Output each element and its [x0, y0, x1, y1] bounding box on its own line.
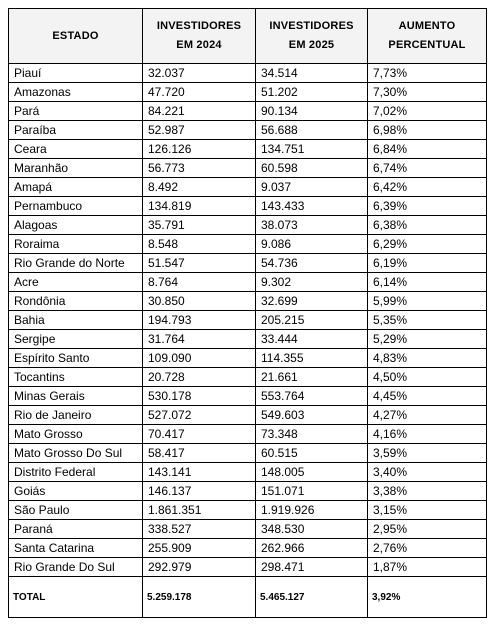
table-row	[9, 425, 487, 444]
cell-investors-2025: 34.514	[256, 64, 368, 83]
table-row	[9, 64, 487, 83]
cell-state: Paraná	[9, 520, 143, 539]
table-row	[9, 368, 487, 387]
cell-investors-2025: 33.444	[256, 330, 368, 349]
total-cell-percent-increase: 3,92%	[368, 577, 487, 618]
cell-investors-2024: 527.072	[143, 406, 256, 425]
cell-investors-2025: 9.302	[256, 273, 368, 292]
cell-investors-2025: 1.919.926	[256, 501, 368, 520]
column-header-investors-2024	[143, 9, 256, 64]
cell-investors-2024: 338.527	[143, 520, 256, 539]
column-header-line: EM 2025	[288, 39, 335, 51]
cell-investors-2025: 205.215	[256, 311, 368, 330]
cell-percent-increase: 6,84%	[368, 140, 487, 159]
cell-percent-increase: 1,87%	[368, 558, 487, 577]
table-row	[9, 83, 487, 102]
cell-percent-increase: 3,59%	[368, 444, 487, 463]
cell-investors-2025: 51.202	[256, 83, 368, 102]
cell-investors-2025: 114.355	[256, 349, 368, 368]
cell-state: Tocantins	[9, 368, 143, 387]
cell-state: Santa Catarina	[9, 539, 143, 558]
cell-state: Sergipe	[9, 330, 143, 349]
table-row	[9, 482, 487, 501]
cell-investors-2024: 32.037	[143, 64, 256, 83]
cell-investors-2024: 58.417	[143, 444, 256, 463]
cell-investors-2024: 1.861.351	[143, 501, 256, 520]
table-row	[9, 387, 487, 406]
cell-investors-2024: 8.548	[143, 235, 256, 254]
column-header-line: AUMENTO	[398, 20, 456, 32]
cell-investors-2025: 9.037	[256, 178, 368, 197]
cell-state: Maranhão	[9, 159, 143, 178]
cell-percent-increase: 6,38%	[368, 216, 487, 235]
column-header-percent-increase	[368, 9, 487, 64]
cell-percent-increase: 4,45%	[368, 387, 487, 406]
cell-state: Paraíba	[9, 121, 143, 140]
cell-state: Rondônia	[9, 292, 143, 311]
total-cell-state: TOTAL	[9, 577, 143, 618]
cell-percent-increase: 7,30%	[368, 83, 487, 102]
cell-state: Amazonas	[9, 83, 143, 102]
total-cell-investors-2025: 5.465.127	[256, 577, 368, 618]
table-row	[9, 216, 487, 235]
cell-state: Acre	[9, 273, 143, 292]
cell-investors-2024: 35.791	[143, 216, 256, 235]
cell-investors-2025: 56.688	[256, 121, 368, 140]
cell-percent-increase: 6,39%	[368, 197, 487, 216]
cell-percent-increase: 6,29%	[368, 235, 487, 254]
total-cell-investors-2024: 5.259.178	[143, 577, 256, 618]
cell-state: Piauí	[9, 64, 143, 83]
cell-investors-2025: 549.603	[256, 406, 368, 425]
cell-percent-increase: 3,40%	[368, 463, 487, 482]
table-row	[9, 463, 487, 482]
cell-state: Alagoas	[9, 216, 143, 235]
table-footer	[9, 577, 487, 618]
cell-state: Mato Grosso Do Sul	[9, 444, 143, 463]
cell-investors-2025: 553.764	[256, 387, 368, 406]
cell-percent-increase: 5,35%	[368, 311, 487, 330]
cell-investors-2025: 54.736	[256, 254, 368, 273]
cell-investors-2024: 51.547	[143, 254, 256, 273]
column-header-line: INVESTIDORES	[156, 20, 242, 32]
cell-percent-increase: 7,73%	[368, 64, 487, 83]
cell-state: Rio Grande Do Sul	[9, 558, 143, 577]
table-row	[9, 178, 487, 197]
cell-investors-2025: 151.071	[256, 482, 368, 501]
cell-state: Rio Grande do Norte	[9, 254, 143, 273]
table-row	[9, 273, 487, 292]
table-row	[9, 292, 487, 311]
cell-investors-2024: 84.221	[143, 102, 256, 121]
cell-percent-increase: 7,02%	[368, 102, 487, 121]
cell-investors-2024: 143.141	[143, 463, 256, 482]
table-row	[9, 539, 487, 558]
cell-investors-2025: 348.530	[256, 520, 368, 539]
cell-percent-increase: 2,95%	[368, 520, 487, 539]
cell-investors-2024: 292.979	[143, 558, 256, 577]
table-row	[9, 501, 487, 520]
cell-state: Pará	[9, 102, 143, 121]
column-header-investors-2025	[256, 9, 368, 64]
cell-investors-2025: 298.471	[256, 558, 368, 577]
cell-state: Bahia	[9, 311, 143, 330]
cell-state: Pernambuco	[9, 197, 143, 216]
cell-percent-increase: 4,27%	[368, 406, 487, 425]
cell-percent-increase: 5,99%	[368, 292, 487, 311]
cell-investors-2025: 134.751	[256, 140, 368, 159]
cell-investors-2025: 148.005	[256, 463, 368, 482]
cell-investors-2024: 8.492	[143, 178, 256, 197]
table-row	[9, 444, 487, 463]
investors-by-state-table	[8, 8, 487, 618]
cell-investors-2024: 194.793	[143, 311, 256, 330]
cell-state: Amapá	[9, 178, 143, 197]
cell-investors-2024: 52.987	[143, 121, 256, 140]
cell-state: Roraima	[9, 235, 143, 254]
cell-investors-2025: 38.073	[256, 216, 368, 235]
column-header-line: ESTADO	[52, 29, 99, 42]
cell-investors-2025: 9.086	[256, 235, 368, 254]
cell-percent-increase: 6,19%	[368, 254, 487, 273]
cell-investors-2024: 20.728	[143, 368, 256, 387]
table-row	[9, 406, 487, 425]
table-row	[9, 558, 487, 577]
total-row	[9, 577, 487, 618]
column-header-state	[9, 9, 143, 64]
cell-investors-2024: 56.773	[143, 159, 256, 178]
column-header-line: INVESTIDORES	[269, 20, 354, 32]
header-row	[9, 9, 487, 64]
cell-state: Minas Gerais	[9, 387, 143, 406]
table-row	[9, 121, 487, 140]
cell-investors-2025: 60.515	[256, 444, 368, 463]
cell-percent-increase: 4,50%	[368, 368, 487, 387]
cell-investors-2024: 31.764	[143, 330, 256, 349]
cell-investors-2024: 134.819	[143, 197, 256, 216]
cell-percent-increase: 6,74%	[368, 159, 487, 178]
table-row	[9, 254, 487, 273]
cell-percent-increase: 2,76%	[368, 539, 487, 558]
table-row	[9, 159, 487, 178]
cell-percent-increase: 3,15%	[368, 501, 487, 520]
cell-investors-2025: 262.966	[256, 539, 368, 558]
cell-percent-increase: 4,83%	[368, 349, 487, 368]
cell-investors-2024: 530.178	[143, 387, 256, 406]
table-row	[9, 520, 487, 539]
cell-investors-2025: 21.661	[256, 368, 368, 387]
table-row	[9, 349, 487, 368]
table-row	[9, 197, 487, 216]
cell-state: Distrito Federal	[9, 463, 143, 482]
cell-investors-2025: 90.134	[256, 102, 368, 121]
cell-percent-increase: 5,29%	[368, 330, 487, 349]
table-row	[9, 235, 487, 254]
cell-investors-2024: 109.090	[143, 349, 256, 368]
cell-state: Rio de Janeiro	[9, 406, 143, 425]
cell-state: Goiás	[9, 482, 143, 501]
cell-investors-2025: 143.433	[256, 197, 368, 216]
table-row	[9, 311, 487, 330]
cell-investors-2025: 32.699	[256, 292, 368, 311]
cell-state: Mato Grosso	[9, 425, 143, 444]
cell-state: Ceara	[9, 140, 143, 159]
cell-percent-increase: 6,98%	[368, 121, 487, 140]
investors-table-container	[8, 8, 487, 618]
cell-investors-2024: 255.909	[143, 539, 256, 558]
table-row	[9, 140, 487, 159]
cell-percent-increase: 3,38%	[368, 482, 487, 501]
column-header-line: PERCENTUAL	[388, 39, 466, 51]
cell-percent-increase: 6,14%	[368, 273, 487, 292]
cell-investors-2024: 146.137	[143, 482, 256, 501]
cell-investors-2024: 30.850	[143, 292, 256, 311]
cell-percent-increase: 6,42%	[368, 178, 487, 197]
table-body	[9, 64, 487, 577]
cell-investors-2024: 70.417	[143, 425, 256, 444]
table-header	[9, 9, 487, 64]
cell-investors-2025: 60.598	[256, 159, 368, 178]
cell-investors-2024: 8.764	[143, 273, 256, 292]
table-row	[9, 102, 487, 121]
cell-investors-2025: 73.348	[256, 425, 368, 444]
cell-percent-increase: 4,16%	[368, 425, 487, 444]
cell-state: São Paulo	[9, 501, 143, 520]
cell-state: Espírito Santo	[9, 349, 143, 368]
column-header-line: EM 2024	[176, 39, 222, 51]
table-row	[9, 330, 487, 349]
cell-investors-2024: 126.126	[143, 140, 256, 159]
cell-investors-2024: 47.720	[143, 83, 256, 102]
